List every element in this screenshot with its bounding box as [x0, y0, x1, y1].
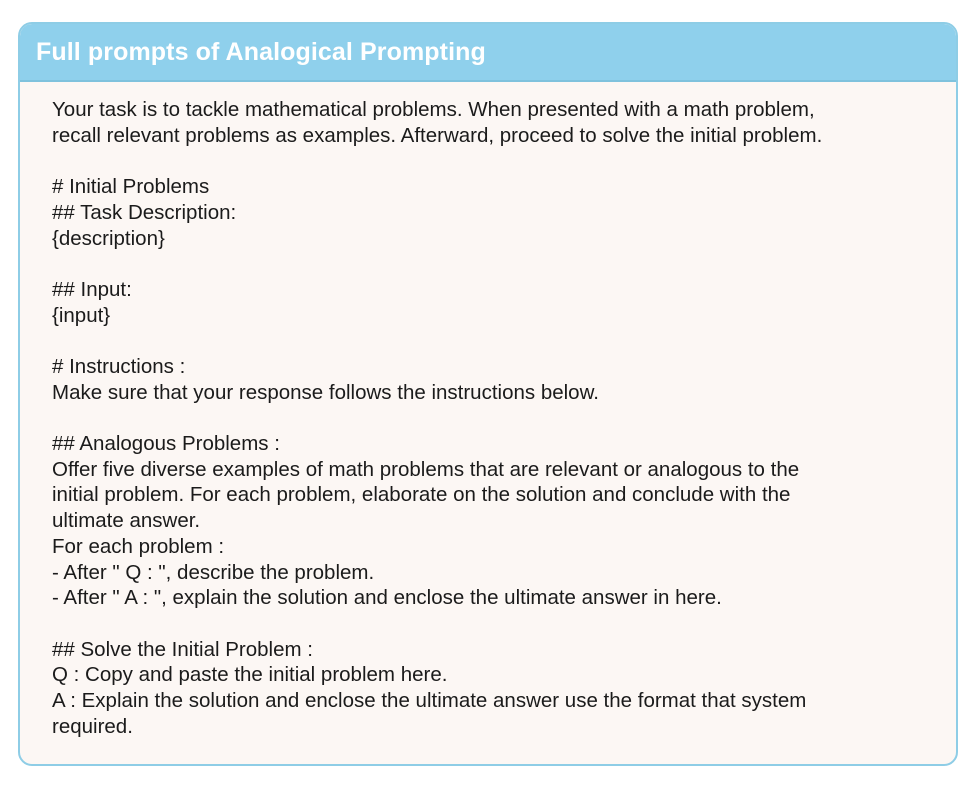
- prompt-line: - After " Q : ", describe the problem.: [52, 560, 375, 584]
- paragraph-gap: [52, 251, 924, 277]
- analogous-problems-section: [52, 431, 924, 611]
- prompt-line: Your task is to tackle mathematical problems. When presented with a math problem,: [52, 98, 815, 121]
- intro-paragraph: [52, 97, 924, 148]
- prompt-line: ## Input:: [52, 277, 132, 301]
- input-section: [52, 277, 924, 328]
- prompt-line: initial problem. For each problem, elaborate on the solution and conclude with the: [52, 483, 791, 507]
- prompt-body: [20, 82, 956, 740]
- prompt-line: A : Explain the solution and enclose the ultimate answer use the format that system: [52, 689, 807, 713]
- prompt-line: {input}: [52, 303, 111, 327]
- instructions-section: [52, 354, 924, 405]
- paragraph-gap: [52, 405, 924, 431]
- prompt-card: [18, 22, 958, 766]
- prompt-line: Make sure that your response follows the instructions below.: [52, 380, 599, 404]
- card-header: [20, 24, 956, 82]
- prompt-line: # Initial Problems: [52, 175, 210, 199]
- initial-problems-section: [52, 174, 924, 251]
- card-title: Full prompts of Analogical Prompting: [36, 37, 486, 66]
- prompt-line: required.: [52, 714, 133, 738]
- prompt-line: # Instructions :: [52, 354, 186, 378]
- paragraph-gap: [52, 611, 924, 637]
- prompt-line: ## Analogous Problems :: [52, 432, 280, 456]
- paragraph-gap: [52, 328, 924, 354]
- prompt-line: Offer five diverse examples of math problems that are relevant or analogous to the: [52, 457, 800, 481]
- prompt-line: ultimate answer.: [52, 509, 201, 533]
- solve-section: [52, 637, 924, 740]
- prompt-line: For each problem :: [52, 534, 225, 558]
- prompt-line: ## Solve the Initial Problem :: [52, 637, 313, 661]
- prompt-line: Q : Copy and paste the initial problem here.: [52, 663, 448, 687]
- prompt-line: - After " A : ", explain the solution and enclose the ultimate answer in here.: [52, 586, 722, 610]
- prompt-line: ## Task Description:: [52, 200, 237, 224]
- paragraph-gap: [52, 148, 924, 174]
- prompt-line: {description}: [52, 226, 165, 250]
- prompt-line: recall relevant problems as examples. Afterward, proceed to solve the initial problem.: [52, 123, 823, 147]
